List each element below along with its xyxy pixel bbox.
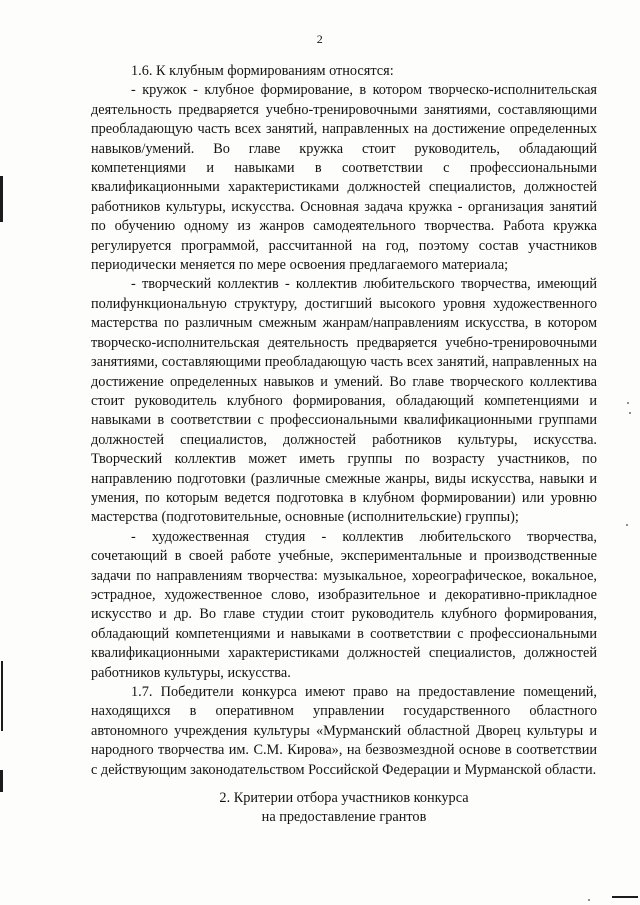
paragraph-clause-1-6: 1.6. К клубным формированиям относятся: — [131, 63, 394, 79]
scan-speck — [588, 899, 590, 901]
scan-speck — [627, 402, 629, 404]
section-title-line-1: 2. Критерии отбора участников конкурса — [219, 790, 469, 806]
scan-speck — [629, 412, 631, 414]
paragraph-creative-collective: - творческий коллектив - коллектив любительского творчества, имеющий полифункциональную структуру, достигший высокого уровня художественного мастерства по различным смежным жанрам/направлениям искусства, в котором творческо-исполнительская деятельность предваряется учебно-тренировочными занятиями, составляющими преобладающую часть всех занятий, направленных на достижение определенных навыков и умений. Во главе творческого коллектива стоит руководитель клубного формирования, обладающий компетенциями и навыками в соответствии с профессиональными квалификационными группами должностей специалистов, должностей работников культуры, искусства. Творческий коллектив может иметь группы по возрасту участников, по направлению подготовки (различные смежные жанры, виды искусства, навыки и умения, по которым ведется подготовка в клубном формировании) или уровню мастерства (подготовительные, основные (исполнительские) группы); — [91, 276, 597, 526]
paragraph-clause-1-7: 1.7. Победители конкурса имеют право на предоставление помещений, находящихся в оперативном управлении государственного областного автономного учреждения культуры «Мурманский областной Дворец культуры и народного творчества им. С.М. Кирова», на безвозмездной основе в соответствии с действующим законодательством Российской Федерации и Мурманской области. — [91, 684, 597, 778]
document-body — [91, 62, 597, 780]
scan-edge-mark — [1, 661, 3, 731]
scan-edge-mark — [0, 176, 3, 222]
section-title-line-2: на предоставление грантов — [261, 809, 427, 826]
scan-speck — [626, 524, 628, 526]
page-number: 2 — [316, 32, 324, 46]
scan-edge-mark — [612, 896, 638, 898]
section-title — [91, 789, 597, 828]
paragraph-art-studio: - художественная студия - коллектив любительского творчества, сочетающий в своей работе учебные, экспериментальные и производственные задачи по направлениям творчества: музыкальное, хореографическое, вокальное, эстрадное, художественное слово, изобразительное и декоративно-прикладное искусство и др. Во главе студии стоит руководитель клубного формирования, обладающий компетенциями и навыками в соответствии с профессиональными квалификационными характеристиками должностей специалистов, должностей работников культуры, искусства. — [91, 528, 597, 681]
scan-edge-mark — [0, 770, 3, 792]
paragraph-kruzhok: - кружок - клубное формирование, в котором творческо-исполнительская деятельность предваряется учебно-тренировочными занятиями, составляющими преобладающую часть всех занятий, направленных на достижение определенных навыков/умений. Во главе кружка стоит руководитель, обладающий компетенциями и навыками в соответствии с профессиональными квалификационными характеристиками должностей специалистов, должностей работников культуры, искусства. Основная задача кружка - организация занятий по обучению одному из жанров самодеятельного творчества. Работа кружка регулируется программой, рассчитанной на год, поэтому состав участников периодически меняется по мере освоения предлагаемого материала; — [91, 82, 597, 274]
